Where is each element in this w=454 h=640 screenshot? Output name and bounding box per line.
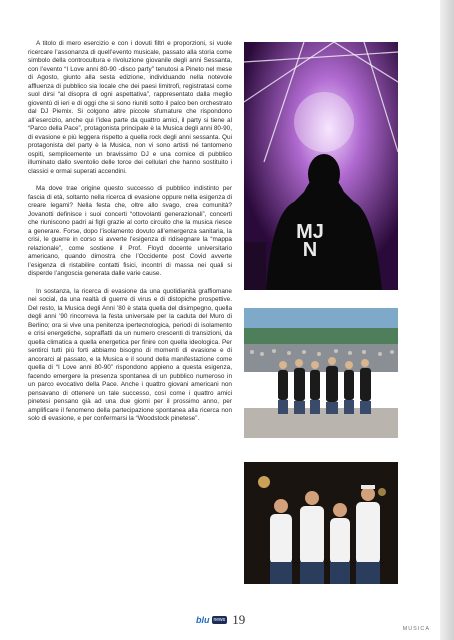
article-paragraph-3: In sostanza, la ricerca di evasione da una quotidianità graffiomane nei social, da una realtà di guerre di virus e di distopiche prospettive. Del resto, la Musica degli Anni ’80 è stata quella del disimpegno, quella degli anni ’90 rincorreva la festa universale per la caduta del Muro di Berlino; ora si vive una penitenza ipertecnologica, periodi di isolamento e crisi energetiche, sopraffatti da un numero crescenti di transizioni, da quella climatica a quella energetica per finire con quella ideologica. Per sentirci tutti più forti abbiamo bisogno di momenti di evasione e di ancorarci al passato, e la Musica e il sound della manifestazione come quella di “I Love anni 80-90” rispondono appieno a questa esigenza, facendo emergere la presenza spontanea di un pubblico numeroso in un parco evocativo della Pace. Anche i quattro giovani americani non pensavano di ottenere un tale successo, così come i quattro amici pinetesi pensano già ad una due giorni per il prossimo anno, per amplificare il fenomeno della partecipazione spontanea alla ricerca non solo di evasione, e per confermarsi la “Woodstock pinetese”. — [28, 287, 232, 422]
article-paragraph-2: Ma dove trae origine questo successo di pubblico indistinto per fascia di età, soltanto nella ricerca di evasione oppure nella esigenza di creare legami? Nella festa che, oltre allo svago, crea comunità? Jovanotti definisce i suoi concerti “ottovolanti generazionali”, concerti che riuniscono padri ai figli grazie al corto circuito che la musica riesce a generare. Forse, dopo l’isolamento dovuto all’emergenza sanitaria, la crisi, le guerre in corso si avverte l’esigenza di ridisegnare la “mappa relazionale”, come sostiene il Prof. Floyd docente universitario americano, quando dimostra che l’Occidente post Covid avverte l’esigenza di ristabilire contatti fisici, incontri di massa nei quali si disperde l’angoscia generata dalle varie cause. — [28, 185, 232, 277]
page-edge-shadow — [440, 0, 454, 640]
logo-blu-text: blu — [196, 615, 210, 625]
photo-four-friends — [244, 462, 398, 584]
page-number: 19 — [232, 612, 246, 627]
photo-group-stage-image — [244, 308, 398, 438]
photo-group-stage — [244, 308, 398, 438]
shirt-print: MJ N — [296, 221, 324, 261]
article-paragraph-1: A titolo di mero esercizio e con i dovuti filtri e proporzioni, si vuole ricercare l’assonanza di quell’evento musicale, passato alla storia come simbolo della controcultura e rivoluzione giovanile degli anni Sessanta, con l’evento “I Love anni 80-90 -disco party” tenutosi a Pineto nel mese di Agosto, giunto alla sesta edizione, individuando nella notevole affluenza di pubblico sia locale che dei paesi limitrofi, registratasi come suol dirsi “al disopra di ogni aspettativa”, rappresentato dalla meglio gioventù di ieri e di oggi che si sono riuniti sotto il palco ben orchestrato dal DJ Piemix. Si colgono altre piccole sfumature che rispondono all’esercizio, anche qui l’idea parte da quattro amici, il party si tiene al “Parco della Pace”, protagonista principale è la Musica degli anni 80-90, di evasione e più leggera rispetto a quella rock degli anni sessanta. Qui protagonista del party è la Musica, non vi sono artisti né tantomeno ospiti, semplicemente un bravissimo DJ e una cornice di pubblico illuminato dallo sventolio delle torce dei cellulari che hanno sostituito i classici e ormai superati accendini. — [28, 40, 232, 175]
photo-four-friends-image — [244, 462, 398, 584]
section-label: MUSICA — [402, 626, 430, 632]
photo-dj-stage-image — [244, 42, 398, 290]
photo-dj-stage — [244, 42, 398, 290]
logo-news-badge: news — [213, 617, 226, 623]
article-text-column — [28, 40, 232, 433]
blunews-logo — [196, 612, 245, 628]
